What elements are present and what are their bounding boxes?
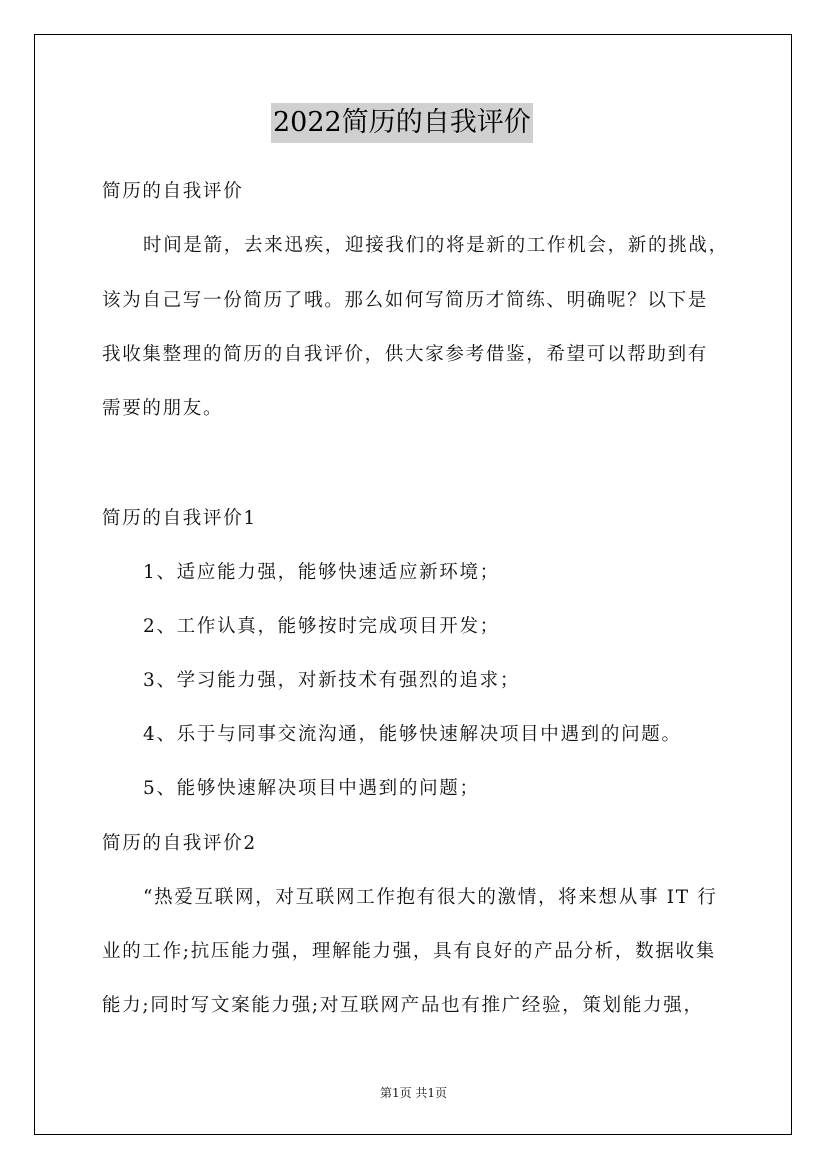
section1-item-1: 1、适应能力强，能够快速适应新环境；	[143, 562, 500, 583]
section1-heading: 简历的自我评价1	[102, 508, 257, 529]
intro-line-3: 我收集整理的简历的自我评价，供大家参考借鉴，希望可以帮助到有	[102, 344, 709, 365]
page-footer: 第1页 共1页	[379, 1086, 448, 1100]
intro-line-1: 时间是箭，去来迅疾，迎接我们的将是新的工作机会，新的挑战，	[143, 235, 729, 256]
intro-line-2: 该为自己写一份简历了哦。那么如何写简历才简练、明确呢？以下是	[102, 290, 709, 311]
intro-line-4: 需要的朋友。	[102, 398, 224, 419]
section1-item-5: 5、能够快速解决项目中遇到的问题；	[143, 778, 480, 799]
intro-heading: 简历的自我评价	[102, 181, 244, 202]
section1-item-2: 2、工作认真，能够按时完成项目开发；	[143, 616, 500, 637]
section2-heading: 简历的自我评价2	[102, 833, 257, 854]
document-title: 2022简历的自我评价	[271, 103, 533, 143]
section2-line-1: “热爱互联网，对互联网工作抱有很大的激情，将来想从事 IT 行	[143, 887, 718, 908]
section1-item-4: 4、乐于与同事交流沟通，能够快速解决项目中遇到的问题。	[143, 724, 682, 745]
section1-item-3: 3、学习能力强，对新技术有强烈的追求；	[143, 670, 521, 691]
section2-line-2: 业的工作;抗压能力强，理解能力强，具有良好的产品分析，数据收集	[102, 941, 716, 962]
section2-line-3: 能力;同时写文案能力强;对互联网产品也有推广经验，策划能力强，	[102, 995, 704, 1016]
